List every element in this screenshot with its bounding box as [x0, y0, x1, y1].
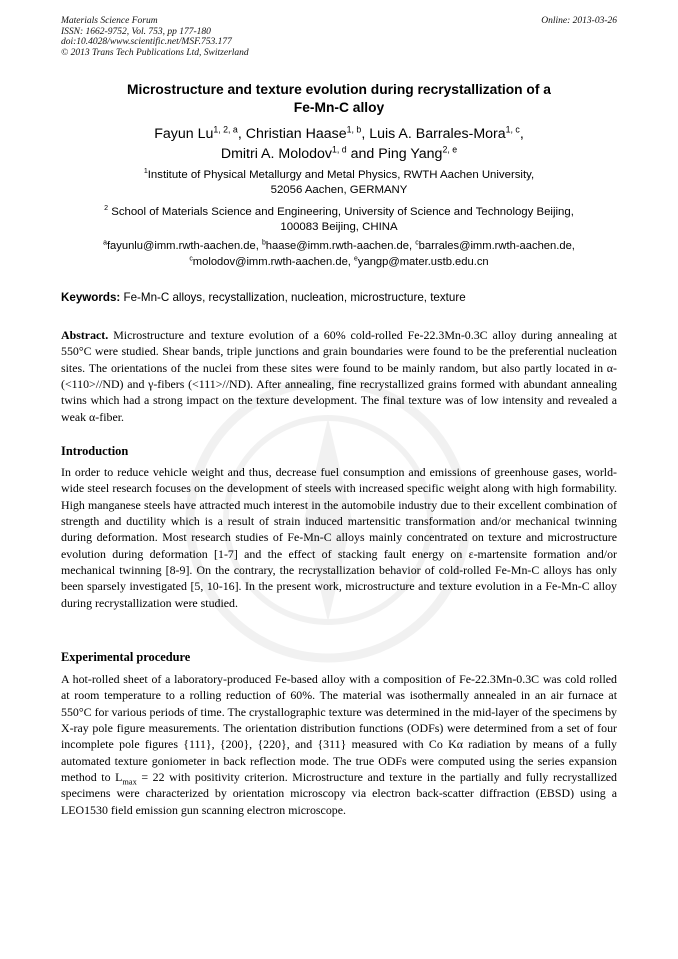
author-line-1: Fayun Lu$^{1, 2, a}$, Christian Haase$^{1, b}$, Luis A. Barrales-Mora$^{1, c}$, [154, 124, 524, 142]
author-name: Ping Yang [378, 146, 443, 162]
email-marker: c [189, 255, 193, 263]
experimental-text-part-1: A hot-rolled sheet of a laboratory-produced Fe-based alloy with a composition of Fe-22.3Mn-0.3C was cold rolled at room temperature to a rolling reduction of 60%. The material was isothermally annealed in an air furnace at 550°C for various periods of time. The crystallographic texture was determined in the mid-layer of the specimens by X-ray pole figure measurements. The orientation distribution functions (ODFs) were determined from a set of four incomplete pole figures {111}, {200}, {220}, and {311} measured with Co Kα radiation by means of a fully automated texture goniometer in back reflection mode. The true ODFs were computed using the series expansion method to L [61, 672, 617, 785]
email-link[interactable]: fayunlu@imm.rwth-aachen.de, [106, 240, 259, 252]
email-link[interactable]: haase@imm.rwth-aachen.de, [265, 240, 413, 252]
keywords-text: Fe-Mn-C alloys, recystallization, nucleation, microstructure, texture [123, 291, 466, 304]
author-name: Christian Haase [245, 126, 347, 142]
experimental-text-part-2: = 22 with positivity criterion. Microstructure and texture in the partially and fully recrystallized specimens were characterized by orientation microscopy via electron back-scatter diffraction (EBSD) using a LEO1530 field emission gun scanning electron microscope. [61, 770, 617, 817]
section-heading-experimental: Experimental procedure [61, 650, 191, 664]
title-line-1: Microstructure and texture evolution during recrystallization of a [127, 82, 551, 97]
affiliation-address: 100083 Beijing, CHINA [280, 220, 398, 233]
affiliation-text: School of Materials Science and Engineering, University of Science and Technology Beijing, [111, 206, 574, 218]
author-marker: 1, d [332, 144, 347, 155]
email-marker: e [354, 255, 358, 263]
abstract-text: Microstructure and texture evolution of a 60% cold-rolled Fe-22.3Mn-0.3C alloy during annealing at 550°C were studied. Shear bands, triple junctions and grain boundaries were found to be the preferential nucleation sites. The orientations of the nuclei from these sites were found to be mainly random, but also partly located in α-(<110>//ND) and γ-fibers (<111>//ND). After annealing, fine recrystallized grains formed with abundant annealing twins which had a strong impact on the texture development. The final texture was of low intensity and revealed a weak α-fiber. [61, 328, 617, 424]
journal-masthead [61, 16, 617, 58]
lmax-subscript: max [122, 777, 137, 787]
email-marker: a [103, 239, 107, 247]
author-marker: 1, c [505, 124, 520, 135]
affiliation-1 [61, 168, 617, 197]
keywords-label: Keywords: [61, 291, 121, 304]
experimental-text [61, 671, 617, 818]
affiliation-marker: 1 [143, 168, 148, 176]
title-line-2: Fe-Mn-C alloy [293, 100, 385, 115]
online-date: Online: 2013-03-26 [541, 16, 617, 26]
email-marker: b [261, 239, 266, 247]
keywords [61, 291, 617, 305]
abstract [61, 327, 617, 425]
author-conjunction: and [350, 146, 375, 162]
author-name: Dmitri A. Molodov [220, 146, 333, 162]
author-name: Fayun Lu [154, 126, 214, 142]
author-line-2 [61, 144, 617, 164]
journal-name: Materials Science Forum [61, 16, 158, 26]
email-link[interactable]: molodov@imm.rwth-aachen.de, [192, 256, 351, 269]
email-link[interactable]: barrales@imm.rwth-aachen.de, [418, 240, 575, 252]
abstract-label: Abstract. [61, 328, 109, 342]
section-heading-introduction: Introduction [61, 444, 129, 458]
author-marker: 2, e [442, 144, 458, 155]
author-marker: 1, b [346, 124, 362, 135]
affiliation-2 [61, 205, 617, 234]
author-marker: 1, 2, a [213, 124, 238, 135]
email-marker: c [415, 239, 419, 247]
affiliation-marker: 2 [104, 205, 109, 213]
author-emails [61, 238, 617, 271]
introduction-text: In order to reduce vehicle weight and thus, decrease fuel consumption and emissions of greenhouse gases, world-wide steel research focuses on the development of steels with increased specific weight along with high formability. High manganese steels have attracted much interest in the automobile industry due to their excellent combination of strength and ductility which is a result of strain induced martensitic transformation and/or mechanical twinning during deformation. Most research studies of Fe-Mn-C alloys mainly concentrated on texture and microstructure evolution during deformation [1-7] and the effect of stacking fault energy on ε-martensite formation and/or mechanical twinning [8-9]. On the contrary, the recrystallization behavior of cold-rolled Fe-Mn-C alloys has only been sparsely investigated [5, 10-16]. In the present work, microstructure and texture evolution in a Fe-Mn-C alloy during recrystallization were studied. [61, 465, 617, 610]
affiliation-text: Institute of Physical Metallurgy and Metal Physics, RWTH Aachen University, [147, 169, 535, 181]
affiliation-address: 52056 Aachen, GERMANY [270, 183, 408, 196]
copyright-notice: © 2013 Trans Tech Publications Ltd, Switzerland [61, 47, 249, 58]
journal-issn: ISSN: 1662-9752, Vol. 753, pp 177-180 [61, 26, 211, 37]
paper-title [61, 81, 617, 117]
author-list [61, 124, 617, 164]
author-name: Luis A. Barrales-Mora [369, 126, 506, 142]
email-link[interactable]: yangp@mater.ustb.edu.cn [357, 256, 489, 269]
article-doi: doi:10.4028/www.scientific.net/MSF.753.177 [61, 37, 232, 48]
